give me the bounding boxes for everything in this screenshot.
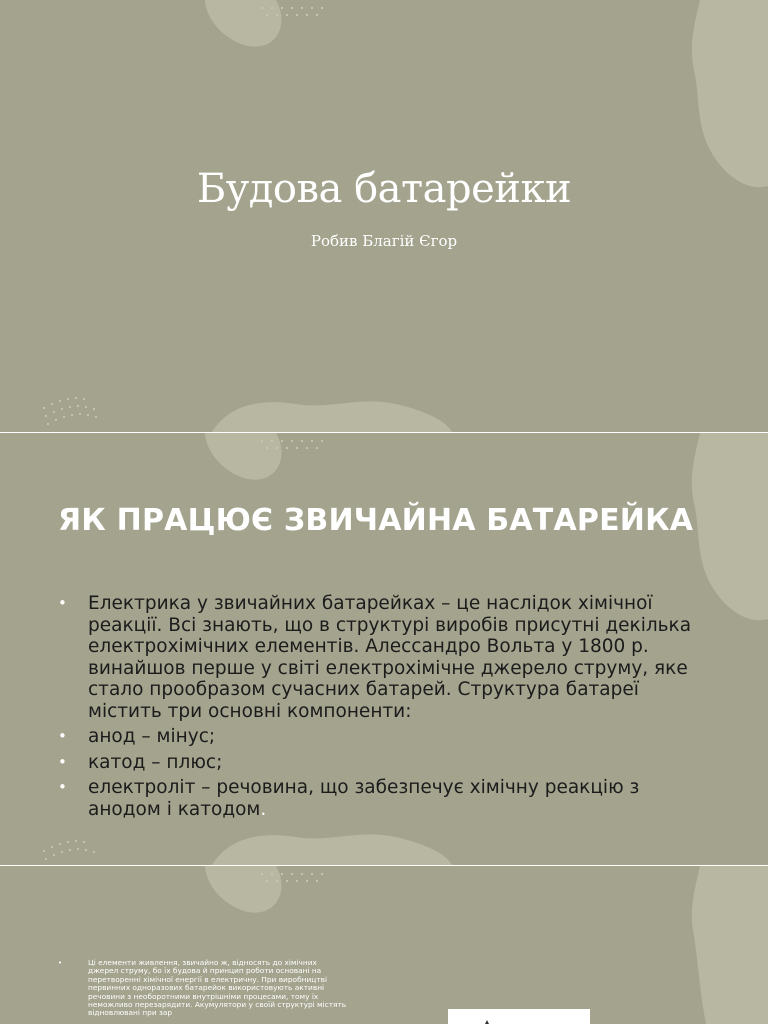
blob-bottom xyxy=(212,834,452,865)
image-thumbnail xyxy=(448,1009,590,1024)
blob-top-left xyxy=(205,0,281,47)
bullet-end-dot: . xyxy=(260,798,267,820)
slide-3 xyxy=(0,866,768,1024)
slide-heading: ЯК ПРАЦЮЄ ЗВИЧАЙНА БАТАРЕЙКА xyxy=(58,503,694,538)
slide-1 xyxy=(0,0,768,432)
bullet-list xyxy=(58,593,698,824)
bullet-text: Електрика у звичайних батарейках – це наслідок хімічної реакції. Всі знають, що в структурі виробів присутні декілька електрохімічних елементів. Алессандро Вольта у 1800 р. винайшов перше у світі електрохімічне джерело струму, яке стало прообразом сучасних батарей. Структура батареї містить три основні компоненти: xyxy=(88,593,692,722)
bullet-item xyxy=(58,777,698,820)
bullet-item xyxy=(58,593,698,722)
bullet-item xyxy=(58,752,698,774)
blob-right xyxy=(692,866,768,1024)
blob-bottom xyxy=(212,401,452,432)
presentation-subtitle: Робив Благій Єгор xyxy=(310,232,458,250)
blob-top-left xyxy=(205,433,281,480)
presentation-title: Будова батарейки xyxy=(196,166,572,212)
blob-right xyxy=(692,433,768,620)
decorative-background xyxy=(0,0,768,432)
bullet-text: Ці елементи живлення, звичайно ж, відносять до хімічних джерел струму, бо їх будова й принцип роботи основані на перетворенні хімічної енергії в електричну. При виробництві первинних одноразових батарейок використовують активні речовини з необоротними внутрішніми процесами, тому їх неможливо перезарядити. Акумулятори у своїй структурі містять відновлювані при зар xyxy=(88,958,347,1018)
dot-pattern-bottom xyxy=(43,397,97,425)
bullet-list xyxy=(58,959,348,1018)
bullet-text: анод – мінус; xyxy=(88,726,216,747)
dot-pattern-bottom xyxy=(43,840,95,860)
bullet-text: електроліт – речовина, що забезпечує хімічну реакцію з анодом і катодом xyxy=(88,777,640,820)
slide-2 xyxy=(0,433,768,865)
bullet-item xyxy=(58,959,348,1018)
bullet-item xyxy=(58,726,698,748)
blob-top-left xyxy=(205,866,281,913)
blob-right xyxy=(692,0,768,187)
bullet-text: катод – плюс; xyxy=(88,751,223,773)
image-partial-icon xyxy=(484,1020,490,1024)
